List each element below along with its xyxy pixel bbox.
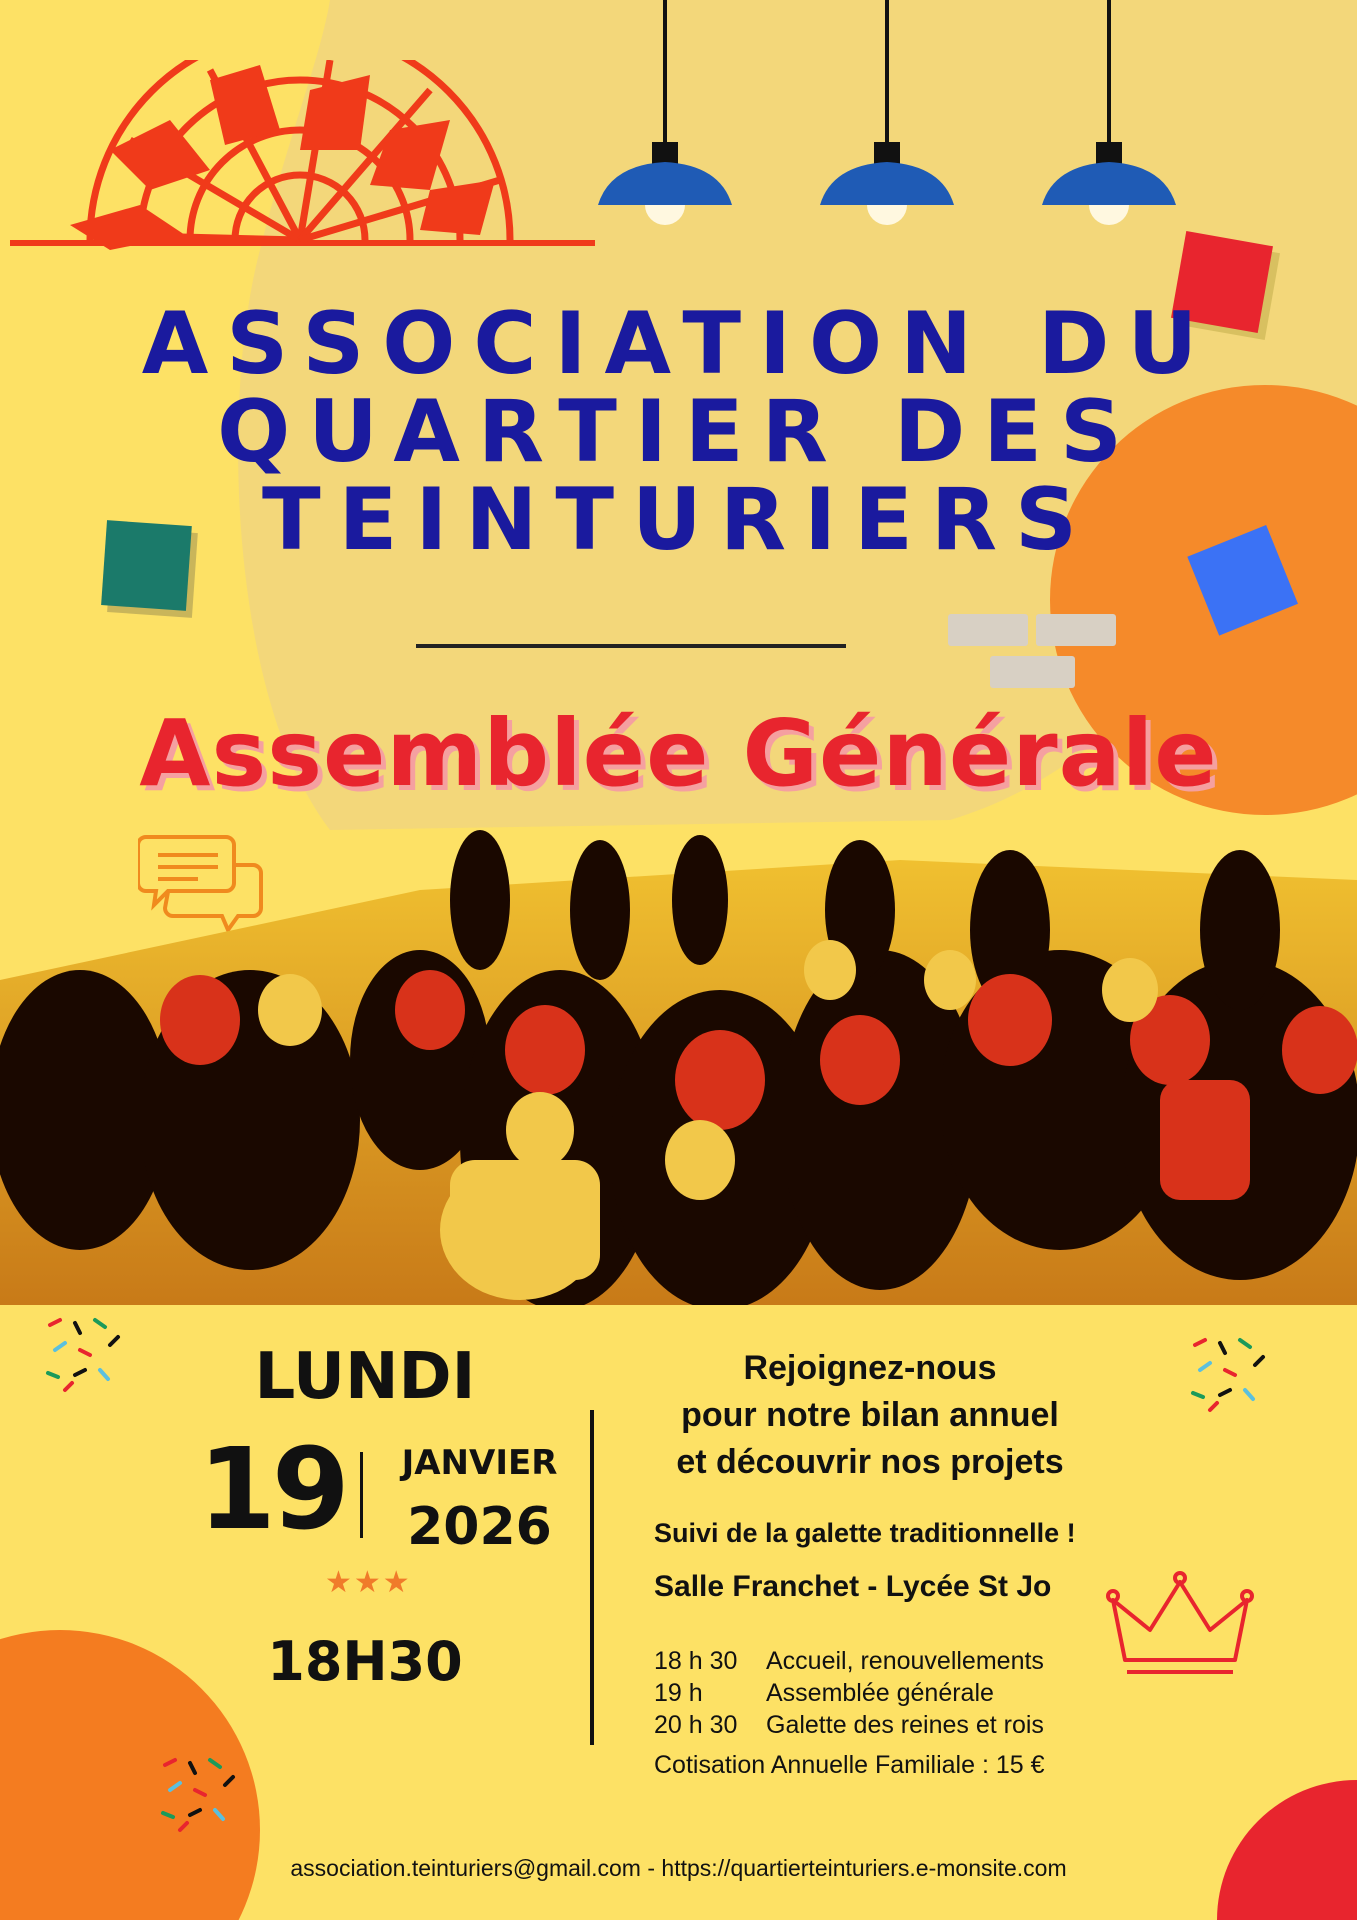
- schedule: [654, 1645, 1044, 1741]
- event-date-number: 19: [198, 1425, 346, 1555]
- event-year: 2026: [407, 1497, 552, 1557]
- schedule-row: [654, 1709, 1044, 1741]
- title-line-3: TEINTURIERS: [261, 470, 1095, 570]
- event-time: 18H30: [267, 1630, 463, 1693]
- title-divider: [416, 644, 846, 648]
- association-title: [0, 294, 1357, 570]
- title-line-2: QUARTIER DES: [217, 382, 1140, 482]
- intro-text: [620, 1345, 1120, 1486]
- column-divider: [590, 1410, 594, 1745]
- event-day: LUNDI: [254, 1340, 476, 1414]
- schedule-time: 20 h 30: [654, 1711, 738, 1739]
- pendant-lamps: [590, 0, 1190, 235]
- schedule-item: Galette des reines et rois: [766, 1711, 1044, 1739]
- headline: Assemblée Générale: [139, 700, 1218, 807]
- intro-line-2: pour notre bilan annuel: [681, 1396, 1059, 1434]
- pendant-lamp-icon: [598, 0, 732, 225]
- schedule-time: 18 h 30: [654, 1647, 738, 1675]
- membership-fee: Cotisation Annuelle Familiale : 15 €: [654, 1751, 1045, 1779]
- crowd-photo: [0, 820, 1357, 1305]
- date-separator: [360, 1452, 363, 1538]
- schedule-row: [654, 1677, 1044, 1709]
- confetti-icon: [40, 1315, 130, 1395]
- intro-line-1: Rejoignez-nous: [743, 1349, 997, 1387]
- venue: Salle Franchet - Lycée St Jo: [654, 1570, 1052, 1603]
- schedule-item: Accueil, renouvellements: [766, 1647, 1044, 1675]
- schedule-time: 19 h: [654, 1679, 703, 1707]
- contact-footer: association.teinturiers@gmail.com - https://quartierteinturiers.e-monsite.com: [290, 1855, 1067, 1881]
- title-line-1: ASSOCIATION DU: [141, 294, 1216, 394]
- fan-logo-icon: [10, 60, 600, 260]
- schedule-item: Assemblée générale: [766, 1679, 994, 1707]
- red-circle-bottom-right: [1217, 1780, 1357, 1920]
- decorative-stars: ★★★: [325, 1566, 412, 1599]
- schedule-row: [654, 1645, 1044, 1677]
- confetti-icon: [1185, 1335, 1275, 1415]
- galette-note: Suivi de la galette traditionnelle !: [654, 1518, 1076, 1548]
- pendant-lamp-icon: [820, 0, 954, 225]
- confetti-icon: [155, 1755, 245, 1835]
- crown-icon: [1105, 1570, 1255, 1680]
- event-month: JANVIER: [401, 1443, 558, 1483]
- intro-line-3: et découvrir nos projets: [676, 1443, 1064, 1481]
- pendant-lamp-icon: [1042, 0, 1176, 225]
